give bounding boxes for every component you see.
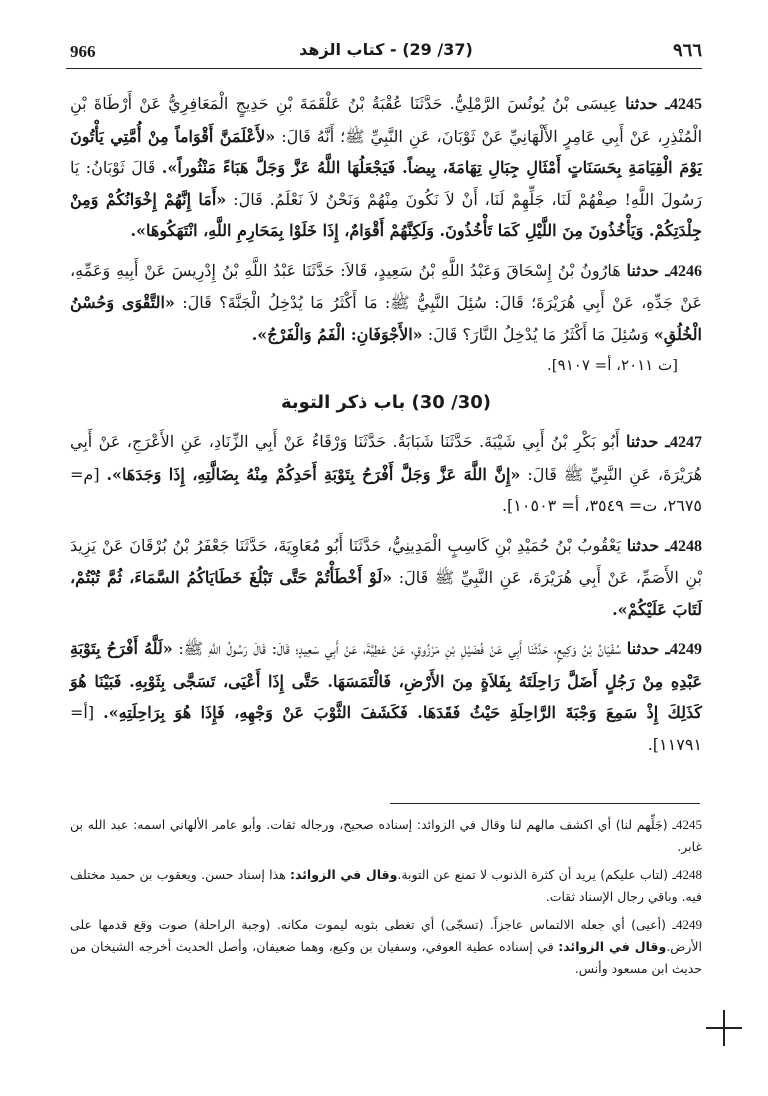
matn-text: «لَلَّهُ أَفْرَحُ بِتَوْبَةِ عَبْدِهِ مِنْ رَجُلٍ أَضَلَّ رَاحِلَتَهُ بِفَلاَةٍ مِنَ الأَرْضِ، فَالْتَمَسَهَا. حَتَّى إِذَا أَعْيَى، تَسَجَّى بِثَوْبِهِ. فَبَيْنَا هُوَ كَذَلِكَ إِذْ سَمِعَ وَجْبَةَ الرَّاحِلَةِ حَيْثُ فَقَدَهَا. فَكَشَفَ الثَّوْبَ عَنْ وَجْهِهِ، فَإِذَا هُوَ بِرَاحِلَتِهِ». (70, 639, 702, 722)
isnad-text-2: وَسُئِلَ مَا أَكْثَرُ مَا يُدْخِلُ النَّارَ؟ قَالَ: (422, 324, 654, 344)
isnad-text-2: قَالَ ثَوْبَانُ: يَا رَسُولَ اللَّهِ! صِفْهُمْ لَنَا، جَلِّهِمْ لَنَا، أَنْ لاَ نَكُونَ مِنْهُمْ وَنَحْنُ لاَ نَعْلَمُ. قَالَ: (70, 158, 702, 209)
page-header (70, 38, 702, 66)
isnad-text: أَبُو بَكْرِ بْنُ أَبِي شَيْبَةَ. حَدَّثَنَا شَبَابَةُ. حَدَّثَنَا وَرْقَاءُ عَنْ أَبِي الزِّنَادِ، عَنِ الأَعْرَجِ، عَنْ أَبِي هُرَيْرَةَ، عَنِ النَّبِيِّ ﷺ قَالَ: (70, 432, 703, 484)
matn-text: «إِنَّ اللَّهَ عَزَّ وَجَلَّ أَفْرَحُ بِتَوْبَةِ أَحَدِكُمْ مِنْهُ بِضَالَّتِهِ، إِذَا وَجَدَهَا». (106, 464, 521, 484)
page-number-latin: 966 (70, 42, 96, 61)
footnote-rule (390, 803, 700, 804)
hadith-4247 (70, 426, 702, 522)
haddathana: ـ حدثنا (626, 260, 671, 280)
footnote-text: ـ (أعيى) أي جعله الالتماس عاجزاً. (تسجّى) أي تغطى بثوبه ليموت مكانه. (وجبة الراحلة) صوت وقع قدمها على الأرض. (70, 917, 702, 954)
footnote-number: 4245 (676, 817, 702, 832)
hadith-number: 4249 (670, 641, 703, 658)
footnote-text-2: في إسناده عطية العوفي، وسفيان بن وكيع، وهما ضعيفان، وأصل الحديث أخرجه الشيخان من حديث ابن مسعود وأنس. (70, 939, 702, 976)
matn-text-2: «أَمَا إِنَّهُمْ إِخْوَانُكُمْ وَمِنْ جِلْدَتِكُمْ. وَيَأْخُذُونَ مِنَ اللَّيْلِ كَمَا تَأْخُذُونَ. وَلَكِنَّهُمْ أَقْوَامٌ، إِذَا خَلَوْا بِمَحَارِمِ اللَّهِ، انْتَهَكُوهَا». (70, 189, 702, 240)
hadith-4245 (70, 88, 702, 247)
hadith-reference: [ت ٢٠١١، أ= ٩١٠٧]. (547, 356, 678, 374)
header-rule (66, 68, 702, 69)
isnad-text: سُفْيَانُ بْنُ وَكِيعٍ، حَدَّثَنَا أَبِي عَنْ فُضَيْلِ بْنِ مَرْزُوقٍ، عَنْ عَطِيَّةَ، عَنْ أَبِي سَعِيدٍ؛ قَالَ: قَالَ رَسُولُ اللَّهِ ﷺ: (172, 639, 622, 658)
hadith-4249 (70, 633, 702, 760)
hadith-number: 4246 (670, 262, 703, 280)
matn-text: «التَّقْوَى وَحُسْنُ الْخُلُقِ» (70, 293, 702, 344)
matn-text-2: «الأَجْوَفَانِ: الْفَمُ وَالْفَرْجُ». (251, 324, 423, 344)
hadith-4246 (70, 255, 702, 351)
hadith-number: 4245 (670, 96, 702, 113)
isnad-text: يَعْقُوبُ بْنُ حُمَيْدِ بْنِ كَاسِبٍ الْمَدِينِيُّ، حَدَّثَنَا أَبُو مُعَاوِيَةَ، حَدَّثَنَا جَعْفَرُ بْنُ بُرْقَانَ عَنْ يَزِيدَ بْنِ الأَصَمِّ، عَنْ أَبِي هُرَيْرَةَ، عَنِ النَّبِيِّ ﷺ قَالَ: (70, 535, 702, 587)
footnote-4249 (70, 914, 702, 980)
footnotes (70, 814, 702, 986)
crop-mark-icon (706, 1010, 742, 1046)
footnote-zawaid-label: وقال في الزوائد: (290, 867, 398, 882)
haddathana: ـ حدثنا (626, 535, 670, 555)
footnote-text-2: هذا إسناد حسن. ويعقوب بن حميد مختلف فيه. وباقي رجال الإسناد ثقات. (70, 867, 702, 904)
footnote-text: ـ (جَلِّهم لنا) أي اكشف مالهم لنا وقال في الزوائد: إسناده صحيح، ورجاله ثقات. وأبو عامر الألهاني اسمه: عبد الله بن غابر. (70, 817, 702, 854)
isnad-text: هَارُونُ بْنُ إِسْحَاقَ وَعَبْدُ اللَّهِ بْنُ سَعِيدٍ، قَالاَ: حَدَّثَنَا عَبْدُ اللَّهِ بْنُ إِدْرِيسَ عَنْ أَبِيهِ وَعَمِّهِ، عَنْ جَدِّهِ، عَنْ أَبِي هُرَيْرَةَ؛ قَالَ: سُئِلَ النَّبِيُّ ﷺ: مَا أَكْثَرُ مَا يُدْخِلُ الْجَنَّةَ؟ قَالَ: (70, 260, 703, 312)
haddathana: ـ حدثنا (625, 432, 670, 451)
footnote-text: ـ (لتاب عليكم) يريد أن كثرة الذنوب لا تمنع عن التوبة. (397, 867, 676, 882)
main-text (70, 88, 702, 768)
hadith-number: 4248 (670, 537, 702, 555)
footnote-4245 (70, 814, 702, 858)
bab-title: (30/ 30) باب ذكر التوبة (281, 392, 491, 413)
haddathana: ـ حدثنا (625, 94, 670, 113)
hadith-number: 4247 (670, 434, 702, 451)
page-number-arabic: ٩٦٦ (672, 40, 702, 61)
hadith-reference: [أ= ١١٧٩١]. (70, 703, 702, 754)
matn-text: «لأَعْلَمَنَّ أَقْوَاماً مِنْ أُمَّتِي يَأْتُونَ يَوْمَ الْقِيَامَةِ بِحَسَنَاتٍ أَمْثَالِ جِبَالِ تِهَامَةَ، بِيضاً. فَيَجْعَلُهَا اللَّهُ عَزَّ وَجَلَّ هَبَاءً مَنْثُوراً». (70, 126, 703, 177)
footnote-number: 4249 (676, 917, 702, 932)
isnad-text: عِيسَى بْنُ يُونُسَ الرَّمْلِيُّ. حَدَّثَنَا عُقْبَةُ بْنُ عَلْقَمَةَ بْنِ حَدِيجٍ الْمَعَافِرِيُّ عَنْ أَرْطَاةَ بْنِ الْمُنْذِرِ، عَنْ أَبِي عَامِرٍ الأَلْهَانِيِّ عَنْ ثَوْبَانَ، عَنِ النَّبِيِّ ﷺ؛ أَنَّهُ قَالَ: (70, 94, 703, 146)
chapter-title: (37/ 29) - كتاب الزهد (299, 40, 473, 59)
hadith-reference: [م= ٢٦٧٥، ت= ٣٥٤٩، أ= ١٠٥٠٣]. (70, 464, 702, 515)
haddathana: ـ حدثنا (626, 639, 671, 658)
footnote-4248 (70, 864, 702, 908)
matn-text: «لَوْ أَخْطَأْتُمْ حَتَّى تَبْلُغَ خَطَايَاكُمُ السَّمَاءَ، ثُمَّ تُبْتُمْ، لَتَابَ عَلَيْكُمْ». (70, 568, 702, 619)
footnote-zawaid-label: وقال في الزوائد: (558, 939, 667, 954)
footnote-number: 4248 (675, 867, 702, 882)
hadith-4248 (70, 530, 702, 626)
